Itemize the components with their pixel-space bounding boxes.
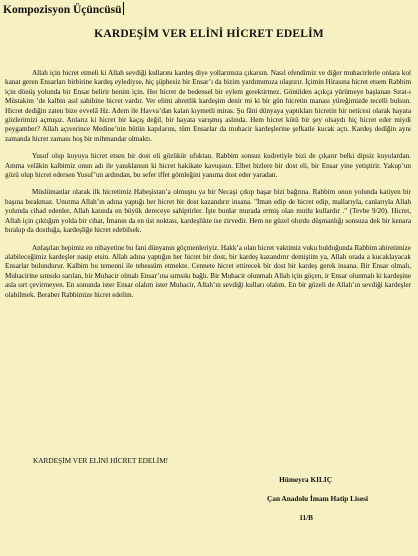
document-title: KARDEŞİM VER ELİNİ HİCRET EDELİM: [94, 28, 324, 40]
closing-line: KARDEŞİM VER ELİNİ HİCRET EDELİM!: [33, 456, 169, 465]
text-cursor: [123, 2, 124, 15]
document-body: [5, 69, 411, 308]
award-label-text: Kompozisyon Üçüncüsü: [3, 4, 122, 16]
paragraph-1: Allah için hicret etmeli ki Allah sevdiği kullarını kardeş diye yollarımıza çıkarsın. Nasıl efendimiz ve diğer muhacirlerle onlara kol kanat geren Ensarları birbirine kardeş eylediyse, hiç şüphesiz bir Ensar’ı da bizim yardımımıza ulaştırır. İçimin Hirasına hicret etsem Rabbim için dönüş yolunda bir Ensar belirir benim için. Her hicret de bedensel bir eylem gerektirmez. Gönülden açıkça yürümeye başlanan Sırat-ı Müstakim ’de kalbin asıl sahibine hicret vardır. Ver elimi ahretlik kardeşim denir mi ki bir gün hicretin manası yüreğimizde tecelli bulsun. Hicret dediğin zaten bize evvelâ Hz. Adem ile Havva’dan kalan kıymetli miras. Şu fâni dünyaya yaptıkları hicretin bir neticesi olarak hayata gözlerimizi açmışız. Anlarız ki hicret bir kaçış değil, bir hayata varışmış aslında. Hem hicret kötü bir şey olsaydı hiç hicret eder miydi peygamber? Allah açıverince Medine’nin bütün kapılarını, tüm Ensarlar da muhacir kardeşlerine şefkatle kucak açtı. Kardeş dediğin aynı zamanda hicret zamanı hoş bir mihmandar olmaktı.: [5, 69, 411, 143]
award-label: [3, 2, 124, 17]
class-label-text: 11/B: [299, 513, 313, 522]
paragraph-2: Yusuf olup kuyuya hicret etsen bir dost eli gözükür ufuktan. Rabbim sonsuz kudretiyle bizi de çıkarır belki dipsiz kuyulardan. Amma velâkin kalbimiz onun adı ile yanıklansın ki hicret hakikate kavuşsun. Elbet bizlere bir dost eli, bir Ensar yine yetiştirir. Yakup’un gözü olup hicret edersen Yusuf’un ardından, bu sefer iffet gömleğini yanıma dost eder yaradan.: [5, 152, 411, 180]
author-name: [0, 475, 418, 484]
school-name-text: Çan Anadolu İmam Hatip Lisesi: [267, 494, 368, 503]
paragraph-3: Müslümanlar olarak ilk hicretimiz Habeşistan’a olmuştu ya bir Necaşi çıkıp başar bizi bağrına. Rabbim onun yolunda katiyen bir başına bırakmaz. Unutma Allah’ın adına yaptığı her hicret bir dost kazandırır insana. "İman edip de hicret edip, mallarıyla, canlarıyla Allah yolunda cihad edenler, Allah katında en büyük dereceye sahiptirler. İşte bunlar murada ermiş olan mutlu kullardır ." (Tevbe 9/20). Hicret, Allah için çıktığım yolda bir cihat, İmanın da en üst noktası, kardeşlikte ise zirvedir. Hem ne güzel olurdu düşmanlığı sonsuza dek bir kenara bırakıp da dostluğa, kardeşliğe hicret edebilsek.: [5, 188, 411, 235]
school-name: [0, 494, 418, 503]
paragraph-4: Anlaşılan hepimiz en nihayetine bu fani dünyanın göçmenleriyiz. Hakk’a olan hicret vaktimiz vuku bulduğunda Rabbim ahiretimize alabileceğimiz kardeşler nasip etsin. Allah adına yaptığın her hicret bir dost, bir kardeş kazandırır demiştim ya, Allah orada a kucaklayacak Ensarlar bulundurur. Kalbim bu temenni ile tebessüm etmekte. Cennete hicret ettirecek bir dost bir kardeş gerek insana. Bir Ensar olmalı, Muhacirine sımsıkı sarılan, bir Muhacir olmalı Ensar’ına sımsıkı bağlı. Bir Muhacir olunmalı Allah için göçen, ir Ensar olunmalı ki kardeşine asla sırt çevirmeyen. En sonunda ister Ensar olalım ister Muhacir, Allah’ın sevdiği kulları olalım. En bir güzeli de Allah’ın sevdiği kardeşler olabilmek. Beraber Rabbimize hicret edelim.: [5, 243, 411, 299]
author-name-text: Hümeyra KILIÇ: [279, 475, 332, 484]
class-label: [0, 513, 418, 522]
